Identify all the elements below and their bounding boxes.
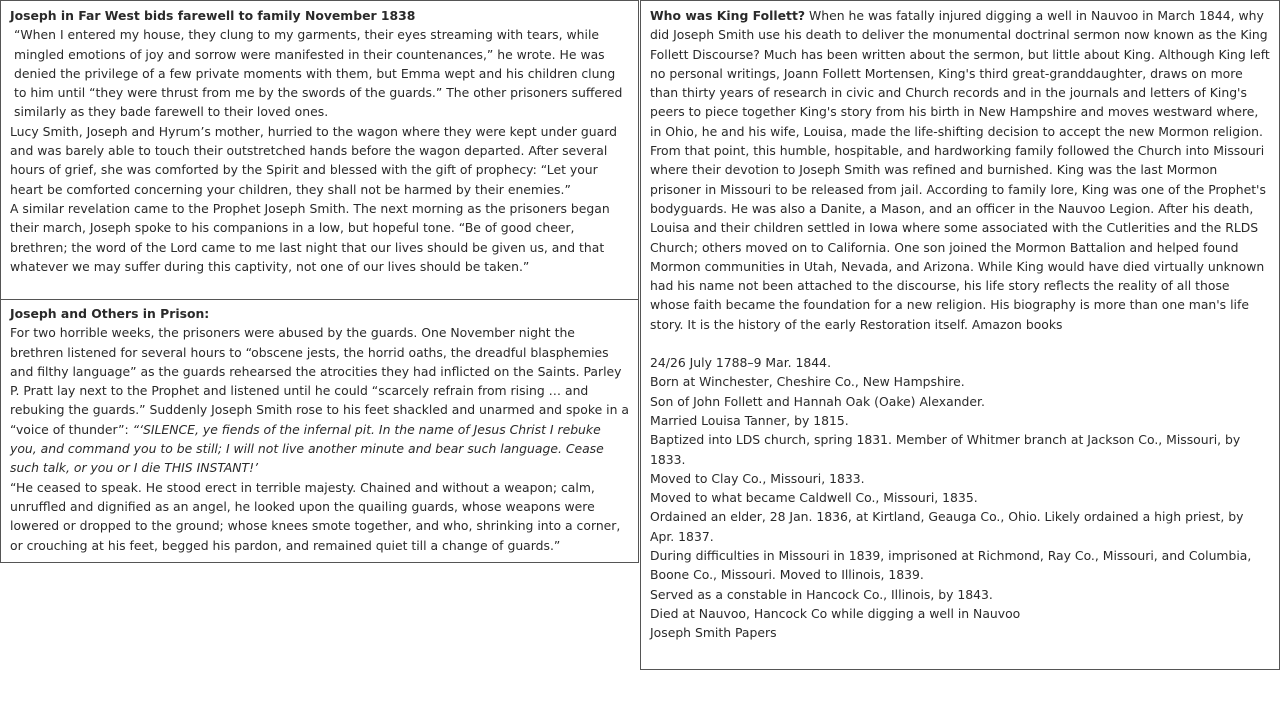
timeline-item: Died at Nauvoo, Hancock Co while digging a well in Nauvoo (650, 605, 1021, 621)
timeline-item: Ordained an elder, 28 Jan. 1836, at Kirtland, Geauga Co., Ohio. Likely ordained a high priest, by Apr. 1837. (650, 509, 1244, 544)
far-west-paragraph-2: Lucy Smith, Joseph and Hyrum’s mother, hurried to the wagon where they were kept under guard and was barely able to touch their outstretched hands before the wagon departed. After several hours of grief, she was comforted by the Spirit and blessed with the gift of prophecy: “Let your heart be comforted concerning your children, they shall not be harmed by their enemies.” (10, 123, 617, 197)
far-west-farewell-box (0, 0, 639, 300)
timeline-item: Moved to Clay Co., Missouri, 1833. (650, 470, 865, 486)
timeline-item: Married Louisa Tanner, by 1815. (650, 412, 849, 428)
prison-paragraph-1-text: For two horrible weeks, the prisoners were abused by the guards. One November night the brethren listened for several hours to “obscene jests, the horrid oaths, the dreadful blasphemies and filthy language” as the guards rehearsed the atrocities they had inflicted on the Saints. Parley P. Pratt lay next to the Prophet and listened until he could “scarcely refrain from rising … and rebuking the guards.” Suddenly Joseph Smith rose to his feet shackled and unarmed and spoke in a “voice of thunder”: (10, 325, 629, 437)
timeline-item: Son of John Follett and Hannah Oak (Oake) Alexander. (650, 393, 985, 409)
prison-rebuke-quote: “‘SILENCE, ye fiends of the infernal pit. In the name of Jesus Christ I rebuke you, and command you to be still; I will not live another minute and bear such language. Cease such talk, or you or I die THIS INSTANT!’ (10, 421, 604, 476)
timeline-item: During difficulties in Missouri in 1839, imprisoned at Richmond, Ray Co., Missouri, and Columbia, Boone Co., Missouri. Moved to Illinois, 1839. (650, 548, 1252, 583)
timeline-item: Moved to what became Caldwell Co., Missouri, 1835. (650, 490, 978, 506)
follett-bio-text: When he was fatally injured digging a well in Nauvoo in March 1844, why did Joseph Smith use his death to deliver the monumental doctrinal sermon now known as the King Follett Discourse? Much has been written about the sermon, but little about King. Although King left no personal writings, Joann Follett Mortensen, King's third great-granddaughter, draws on more than thirty years of research in civic and Church records and in the journals and letters of King's peers to piece together King's story from his birth in New Hampshire and moves westward where, in Ohio, he and his wife, Louisa, made the life-shifting decision to accept the new Mormon religion. From that point, this humble, hospitable, and hardworking family followed the Church into Missouri where their devotion to Joseph Smith was refined and burnished. King was the last Mormon prisoner in Missouri to be released from jail. According to family lore, King was one of the Prophet's bodyguards. He was also a Danite, a Mason, and an officer in the Nauvoo Legion. After his death, Louisa and their children settled in Iowa where some associated with the Cutlerities and the RLDS Church; others moved on to California. One son joined the Mormon Battalion and helped found Mormon communities in Utah, Nevada, and Arizona. While King would have died virtually unknown had his name not been attached to the discourse, his life story reflects the reality of all those whose faith became the foundation for a new religion. His biography is more than one man's life story. It is the history of the early Restoration itself. Amazon books (650, 8, 1270, 332)
follett-timeline (650, 353, 1271, 642)
prison-box (0, 299, 639, 563)
spacer (650, 334, 1271, 353)
timeline-item: Served as a constable in Hancock Co., Illinois, by 1843. (650, 586, 993, 602)
follett-question: Who was King Follett? (650, 8, 806, 23)
follett-bio (650, 6, 1271, 334)
timeline-item: Born at Winchester, Cheshire Co., New Hampshire. (650, 374, 965, 390)
prison-title: Joseph and Others in Prison: (10, 306, 210, 321)
far-west-paragraph-3: A similar revelation came to the Prophet Joseph Smith. The next morning as the prisoners began their march, Joseph spoke to his companions in a low, but hopeful tone. “Be of good cheer, brethren; the word of the Lord came to me last night that our lives should be given us, and that whatever we may suffer during this captivity, not one of our lives should be taken.” (10, 200, 610, 274)
timeline-item: 24/26 July 1788–9 Mar. 1844. (650, 355, 832, 371)
prison-paragraph-1 (10, 323, 630, 477)
far-west-paragraph-1: “When I entered my house, they clung to my garments, their eyes streaming with tears, while mingled emotions of joy and sorrow were manifested in their countenances,” he wrote. He was denied the privilege of a few private moments with them, but Emma wept and his children clung to him until “they were thrust from me by the swords of the guards.” The other prisoners suffered similarly as they bade farewell to their loved ones. (14, 27, 623, 120)
timeline-item: Joseph Smith Papers (650, 625, 777, 641)
timeline-item: Baptized into LDS church, spring 1831. Member of Whitmer branch at Jackson Co., Missouri, by 1833. (650, 432, 1241, 467)
prison-paragraph-2: “He ceased to speak. He stood erect in terrible majesty. Chained and without a weapon; calm, unruffled and dignified as an angel, he looked upon the quailing guards, whose weapons were lowered or dropped to the ground; whose knees smote together, and who, shrinking into a corner, or crouching at his feet, begged his pardon, and remained quiet till a change of guards.” (10, 479, 621, 553)
far-west-title: Joseph in Far West bids farewell to family November 1838 (10, 8, 416, 23)
king-follett-box (640, 0, 1280, 670)
